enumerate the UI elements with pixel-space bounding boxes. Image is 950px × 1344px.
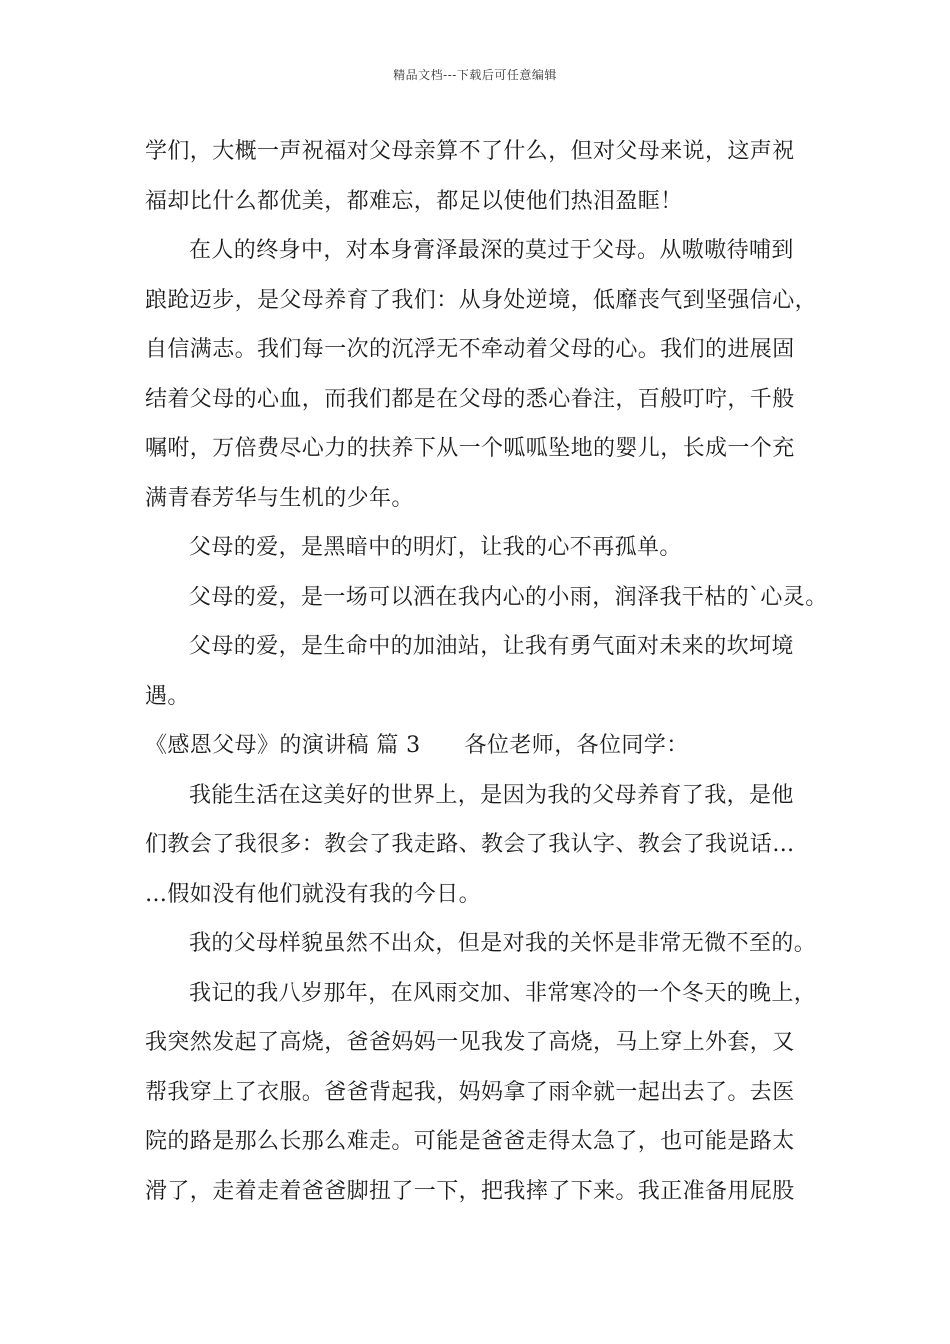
paragraph-line: 院的路是那么长那么难走。可能是爸爸走得太急了，也可能是路太: [145, 1129, 795, 1154]
document-body: [145, 127, 828, 1216]
paragraph-line: 遇。: [145, 683, 190, 709]
page-header: 精品文档---下载后可任意编辑: [393, 68, 557, 82]
paragraph-line: 自信满志。我们每一次的沉浮无不牵动着父母的心。我们的进展固: [145, 337, 795, 362]
paragraph-line: 福却比什么都优美，都难忘，都足以使他们热泪盈眶！: [145, 188, 683, 214]
section-greeting: 各位老师，各位同学：: [464, 733, 689, 758]
paragraph-line: 我突然发起了高烧，爸爸妈妈一见我发了高烧，马上穿上外套，又: [145, 1030, 795, 1055]
paragraph-line: 学们，大概一声祝福对父母亲算不了什么，但对父母来说，这声祝: [145, 139, 795, 164]
section-title: 《感恩父母》的演讲稿 篇 3: [145, 733, 421, 758]
paragraph-line: 帮我穿上了衣服。爸爸背起我，妈妈拿了雨伞就一起出去了。去医: [145, 1079, 795, 1105]
paragraph-line: 们教会了我很多：教会了我走路、教会了我认字、教会了我说话…: [145, 832, 795, 857]
paragraph-line: 父母的爱，是黑暗中的明灯，让我的心不再孤单。: [189, 535, 682, 560]
paragraph-line: 在人的终身中，对本身膏泽最深的莫过于父母。从嗷嗷待哺到: [189, 238, 794, 263]
paragraph-line: 我的父母样貌虽然不出众，但是对我的关怀是非常无微不至的。: [189, 931, 817, 956]
paragraph-line: 我能生活在这美好的世界上，是因为我的父母养育了我，是他: [189, 782, 794, 808]
paragraph-line: 踉跄迈步，是父母养育了我们：从身处逆境，低靡丧气到坚强信心，: [145, 287, 818, 313]
paragraph-line: 我记的我八岁那年，在风雨交加、非常寒冷的一个冬天的晚上，: [189, 980, 817, 1006]
section-heading-line: [145, 721, 825, 771]
paragraph-line: 父母的爱，是一场可以洒在我内心的小雨，润泽我干枯的`心灵。: [189, 584, 828, 610]
paragraph-line: 父母的爱，是生命中的加油站，让我有勇气面对未来的坎坷境: [189, 634, 794, 659]
paragraph-line: 滑了，走着走着爸爸脚扭了一下，把我摔了下来。我正准备用屁股: [145, 1178, 795, 1204]
paragraph-line: 嘱咐，万倍费尽心力的扶养下从一个呱呱坠地的婴儿，长成一个充: [145, 436, 795, 461]
paragraph-line: 满青春芳华与生机的少年。: [145, 485, 414, 511]
paragraph-line: 结着父母的心血，而我们都是在父母的悉心眷注，百般叮咛，千般: [145, 386, 795, 412]
paragraph-line: …假如没有他们就没有我的今日。: [145, 881, 482, 907]
